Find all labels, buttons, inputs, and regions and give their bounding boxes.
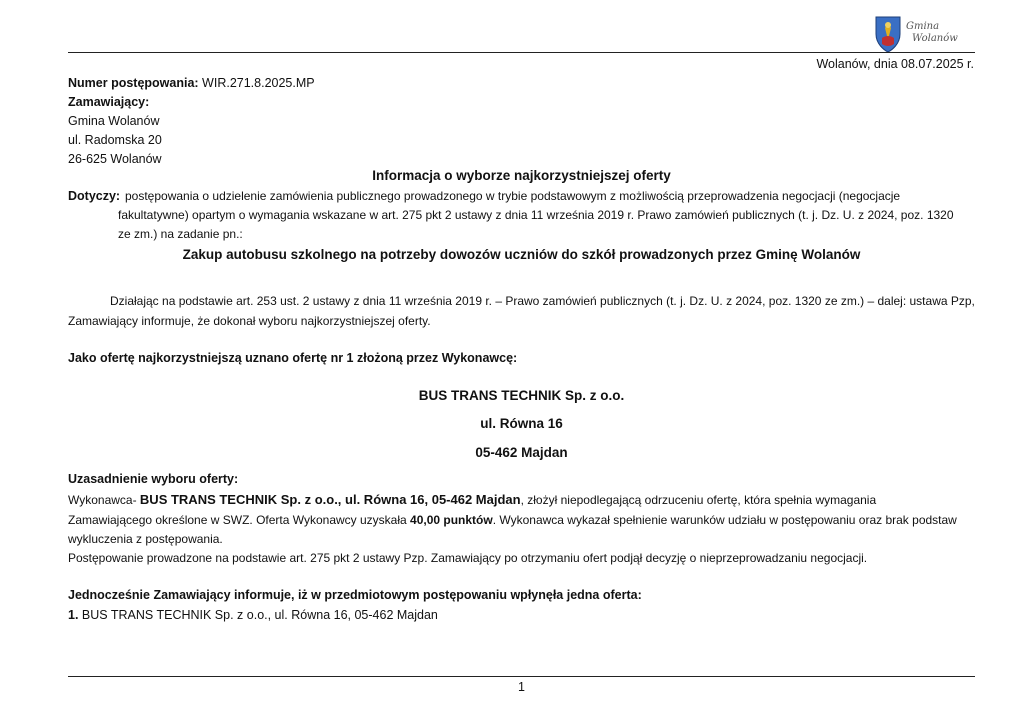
buyer-street: ul. Radomska 20 bbox=[68, 133, 162, 147]
justification-points: 40,00 punktów bbox=[410, 513, 493, 527]
logo-text-line1: Gmina bbox=[906, 21, 940, 32]
page-number: 1 bbox=[518, 680, 525, 694]
justification-l1-post: , złożył niepodlegającą odrzuceniu ofertę, która spełnia wymagania bbox=[520, 493, 877, 507]
place-date: Wolanów, dnia 08.07.2025 r. bbox=[816, 57, 974, 71]
buyer-label: Zamawiający: bbox=[68, 95, 150, 109]
justification-heading: Uzasadnienie wyboru oferty: bbox=[68, 472, 239, 486]
buyer-city: 26-625 Wolanów bbox=[68, 152, 162, 166]
subject-line-2: fakultatywne) opartym o wymagania wskazane w art. 275 pkt 2 ustawy z dnia 11 września 2019 r. Prawo zamówień publicznych (t. j. Dz. U. z 2024, poz. 1320 bbox=[118, 208, 954, 222]
justification-line-2 bbox=[68, 513, 957, 527]
justification-l2-post: . Wykonawca wykazał spełnienie warunków udziału w postępowaniu oraz brak podstaw bbox=[492, 513, 957, 527]
municipality-logo bbox=[872, 14, 972, 54]
footer-rule bbox=[68, 676, 975, 677]
header-rule bbox=[68, 52, 975, 53]
intro-line-2: Zamawiający informuje, że dokonał wyboru najkorzystniejszej oferty. bbox=[68, 314, 431, 328]
subject-line-3: ze zm.) na zadanie pn.: bbox=[118, 227, 243, 241]
subject-line-1: postępowania o udzielenie zamówienia publicznego prowadzonego w trybie podstawowym z możliwością przeprowadzenia negocjacji (negocjacje bbox=[125, 189, 901, 203]
case-number-value: WIR.271.8.2025.MP bbox=[198, 76, 315, 90]
document-title: Informacja o wyborze najkorzystniejszej oferty bbox=[372, 168, 671, 183]
offer-list-item bbox=[68, 608, 438, 622]
winner-street: ul. Równa 16 bbox=[480, 416, 563, 431]
offers-heading: Jednocześnie Zamawiający informuje, iż w przedmiotowym postępowaniu wpłynęła jedna oferta: bbox=[68, 588, 642, 602]
justification-line-4: Postępowanie prowadzone na podstawie art. 275 pkt 2 ustawy Pzp. Zamawiający po otrzymaniu ofert podjął decyzję o nieprzeprowadzaniu negocjacji. bbox=[68, 551, 868, 565]
logo-text-line2: Wolanów bbox=[912, 33, 958, 44]
justification-l1-pre: Wykonawca- bbox=[68, 493, 140, 507]
justification-l2-pre: Zamawiającego określone w SWZ. Oferta Wykonawcy uzyskała bbox=[68, 513, 411, 527]
best-offer-heading: Jako ofertę najkorzystniejszą uznano ofertę nr 1 złożoną przez Wykonawcę: bbox=[68, 351, 518, 365]
winner-name: BUS TRANS TECHNIK Sp. z o.o. bbox=[418, 388, 625, 403]
buyer-name: Gmina Wolanów bbox=[68, 114, 160, 128]
offer-text: BUS TRANS TECHNIK Sp. z o.o., ul. Równa 16, 05-462 Majdan bbox=[78, 608, 438, 622]
justification-line-1 bbox=[68, 492, 876, 507]
justification-line-3: wykluczenia z postępowania. bbox=[68, 532, 223, 546]
offer-number: 1. bbox=[68, 608, 79, 622]
justification-l1-bold: BUS TRANS TECHNIK Sp. z o.o., ul. Równa 16, 05-462 Majdan bbox=[139, 492, 521, 507]
case-number-label: Numer postępowania: bbox=[68, 76, 199, 90]
winner-city: 05-462 Majdan bbox=[475, 445, 568, 460]
intro-line-1: Działając na podstawie art. 253 ust. 2 ustawy z dnia 11 września 2019 r. – Prawo zamówień publicznych (t. j. Dz. U. z 2024, poz. 1320 ze zm.) – dalej: ustawa Pzp, bbox=[110, 294, 975, 308]
subject-label: Dotyczy: bbox=[68, 189, 121, 203]
task-title: Zakup autobusu szkolnego na potrzeby dowozów uczniów do szkół prowadzonych przez Gminę Wolanów bbox=[182, 247, 861, 262]
case-number bbox=[68, 76, 315, 90]
